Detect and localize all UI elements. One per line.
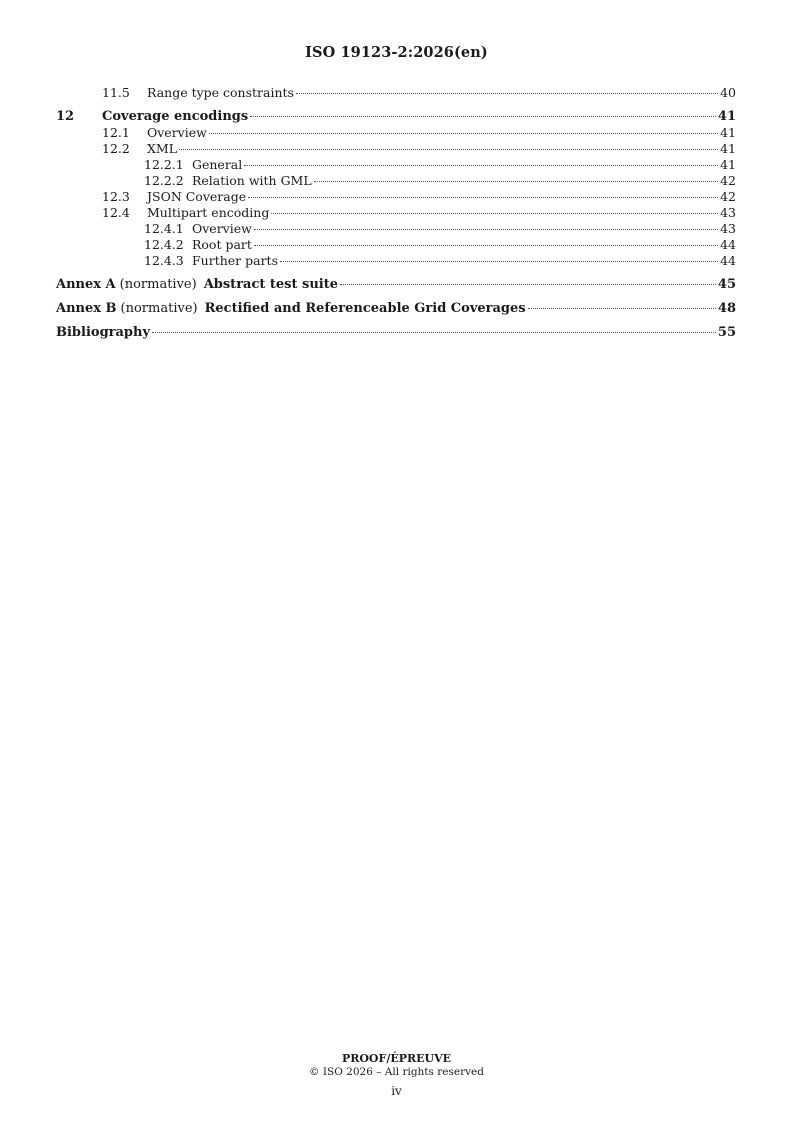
toc-entry-title: Coverage encodings — [102, 109, 249, 124]
toc-entry-number: 12.4.1 — [144, 221, 184, 236]
dot-leader — [528, 308, 716, 309]
dot-leader — [179, 149, 718, 150]
toc-entry-12[interactable] — [56, 109, 736, 125]
toc-entry-12-4-3[interactable] — [56, 253, 736, 269]
toc-entry-11-5[interactable] — [56, 85, 736, 101]
annex-title: Abstract test suite — [203, 277, 339, 292]
dot-leader — [254, 245, 718, 246]
toc-entry-12-2-2[interactable] — [56, 173, 736, 189]
dot-leader — [254, 229, 718, 230]
document-header: ISO 19123-2:2026(en) — [305, 44, 488, 61]
toc-entry-12-1[interactable] — [56, 125, 736, 141]
dot-leader — [314, 181, 718, 182]
toc-entry-12-3[interactable] — [56, 189, 736, 205]
toc-entry-12-4-1[interactable] — [56, 221, 736, 237]
toc-entry-number: 12.2.1 — [144, 157, 184, 172]
toc-entry-number: 12.2.2 — [144, 173, 184, 188]
dot-leader — [244, 165, 718, 166]
dot-leader — [250, 116, 716, 117]
toc-entry-number: 12.4.2 — [144, 237, 184, 252]
toc-entry-title: Root part — [192, 237, 252, 252]
toc-entry-title: Further parts — [192, 253, 278, 268]
toc-entry-title: Range type constraints — [147, 85, 294, 100]
copyright-notice: © ISO 2026 – All rights reserved — [309, 1066, 484, 1078]
toc-entry-title: JSON Coverage — [147, 189, 247, 204]
toc-entry-12-2-1[interactable] — [56, 157, 736, 173]
dot-leader — [296, 93, 718, 94]
toc-entry-page: 41 — [720, 125, 736, 140]
toc-entry-number: 11.5 — [102, 85, 130, 100]
toc-entry-page: 43 — [720, 205, 736, 220]
toc-entry-number: 12.4 — [102, 205, 130, 220]
toc-entry-page: 44 — [720, 253, 736, 268]
dot-leader — [280, 261, 718, 262]
annex-page: 45 — [717, 277, 736, 292]
toc-entry-page: 42 — [720, 189, 736, 204]
dot-leader — [248, 197, 718, 198]
toc-entry-page: 41 — [717, 109, 736, 124]
annex-kind: (normative) — [120, 301, 198, 316]
toc-bibliography[interactable] — [56, 325, 736, 343]
toc-entry-title: XML — [147, 141, 177, 156]
toc-entry-title: Relation with GML — [192, 173, 312, 188]
bibliography-title: Bibliography — [56, 325, 151, 340]
annex-id: Annex B — [56, 301, 117, 316]
toc-entry-title: Overview — [147, 125, 207, 140]
toc-entry-12-4-2[interactable] — [56, 237, 736, 253]
toc-entry-page: 42 — [720, 173, 736, 188]
toc-entry-page: 43 — [720, 221, 736, 236]
dot-leader — [152, 332, 716, 333]
table-of-contents — [56, 85, 736, 343]
annex-kind: (normative) — [119, 277, 197, 292]
bibliography-page: 55 — [717, 325, 736, 340]
annex-title: Rectified and Referenceable Grid Coverages — [204, 301, 526, 316]
toc-entry-number: 12.4.3 — [144, 253, 184, 268]
page-number: iv — [391, 1084, 402, 1098]
dot-leader — [271, 213, 718, 214]
annex-page: 48 — [717, 301, 736, 316]
toc-entry-page: 41 — [720, 141, 736, 156]
toc-entry-page: 41 — [720, 157, 736, 172]
toc-entry-title: Multipart encoding — [147, 205, 270, 220]
toc-entry-number: 12.2 — [102, 141, 130, 156]
toc-entry-page: 44 — [720, 237, 736, 252]
toc-annex-a[interactable] — [56, 277, 736, 295]
toc-annex-b[interactable] — [56, 301, 736, 319]
dot-leader — [209, 133, 718, 134]
proof-label: PROOF/ÉPREUVE — [341, 1052, 452, 1065]
dot-leader — [340, 284, 716, 285]
toc-entry-page: 40 — [720, 85, 736, 100]
toc-entry-12-2[interactable] — [56, 141, 736, 157]
toc-entry-number: 12.3 — [102, 189, 130, 204]
toc-entry-number: 12.1 — [102, 125, 130, 140]
annex-id: Annex A — [56, 277, 116, 292]
toc-entry-title: General — [192, 157, 243, 172]
toc-entry-title: Overview — [192, 221, 252, 236]
toc-entry-number: 12 — [56, 109, 75, 124]
toc-entry-12-4[interactable] — [56, 205, 736, 221]
